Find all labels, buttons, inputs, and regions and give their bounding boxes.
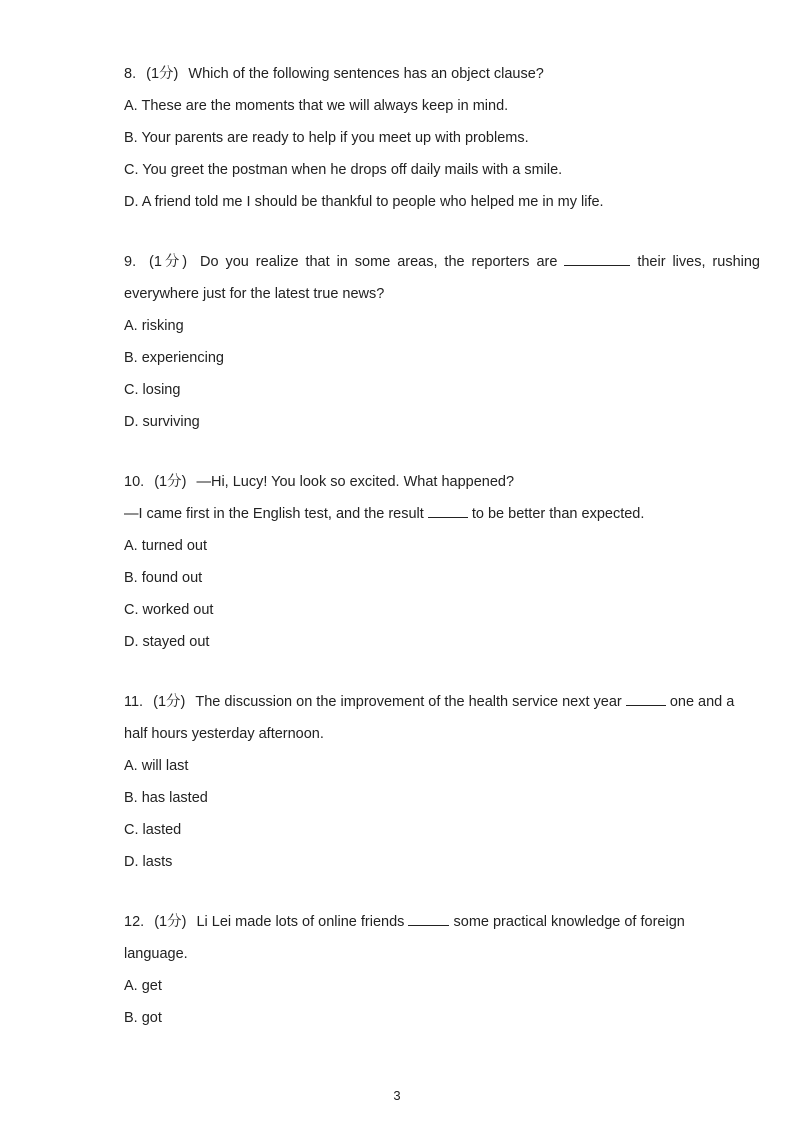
option-b: B. got — [124, 1010, 162, 1026]
question-text: The discussion on the improvement of the health service next year — [195, 694, 622, 710]
option-d: D. lasts — [124, 854, 173, 870]
page-number: 3 — [393, 1088, 401, 1103]
question-stem — [124, 58, 760, 90]
question-text: to be better than expected. — [471, 506, 645, 522]
question-score: (1分) — [154, 474, 187, 490]
question-11 — [124, 686, 760, 878]
option-a: A. risking — [124, 318, 184, 334]
option-a: A. These are the moments that we will always keep in mind. — [124, 98, 509, 114]
option-d: D. surviving — [124, 414, 200, 430]
question-text: —I came first in the English test, and the result — [124, 506, 424, 522]
question-stem-continued: half hours yesterday afternoon. — [124, 726, 324, 742]
question-12 — [124, 906, 760, 1034]
question-stem — [124, 906, 760, 938]
question-score: (1分) — [153, 694, 186, 710]
question-stem-continued — [124, 498, 760, 530]
question-number: 9. — [124, 254, 137, 270]
option-c: C. lasted — [124, 822, 182, 838]
question-10 — [124, 466, 760, 658]
option-b: B. experiencing — [124, 350, 224, 366]
option-a: A. turned out — [124, 538, 208, 554]
question-text: one and a — [669, 694, 735, 710]
question-text: —Hi, Lucy! You look so excited. What happened? — [196, 474, 515, 490]
answer-blank — [408, 913, 449, 926]
question-stem — [124, 246, 760, 278]
option-c: C. losing — [124, 382, 181, 398]
question-number: 8. — [124, 66, 137, 82]
option-d: D. A friend told me I should be thankful to people who helped me in my life. — [124, 194, 604, 210]
question-text: their lives, rushing — [637, 254, 760, 270]
question-score: (1分) — [154, 914, 187, 930]
question-number: 10. — [124, 474, 145, 490]
option-c: C. worked out — [124, 602, 214, 618]
option-a: A. get — [124, 978, 162, 994]
option-c: C. You greet the postman when he drops off daily mails with a smile. — [124, 162, 563, 178]
question-stem-continued: everywhere just for the latest true news? — [124, 286, 385, 302]
question-stem — [124, 466, 760, 498]
question-number: 12. — [124, 914, 145, 930]
option-b: B. Your parents are ready to help if you meet up with problems. — [124, 130, 529, 146]
question-score: (1分) — [146, 66, 179, 82]
question-text: Li Lei made lots of online friends — [196, 914, 405, 930]
question-8 — [124, 58, 760, 218]
option-a: A. will last — [124, 758, 189, 774]
question-text: some practical knowledge of foreign — [453, 914, 685, 930]
option-d: D. stayed out — [124, 634, 210, 650]
question-stem-continued: language. — [124, 946, 188, 962]
question-stem — [124, 686, 760, 718]
option-b: B. has lasted — [124, 790, 208, 806]
question-9 — [124, 246, 760, 438]
question-text: Do you realize that in some areas, the reporters are — [200, 254, 558, 270]
answer-blank — [626, 693, 666, 706]
option-b: B. found out — [124, 570, 203, 586]
question-number: 11. — [124, 694, 144, 710]
answer-blank — [428, 505, 468, 518]
answer-blank — [564, 253, 630, 266]
question-score: (1分) — [149, 254, 188, 270]
question-text: Which of the following sentences has an object clause? — [188, 66, 544, 82]
exam-page — [124, 58, 760, 1034]
